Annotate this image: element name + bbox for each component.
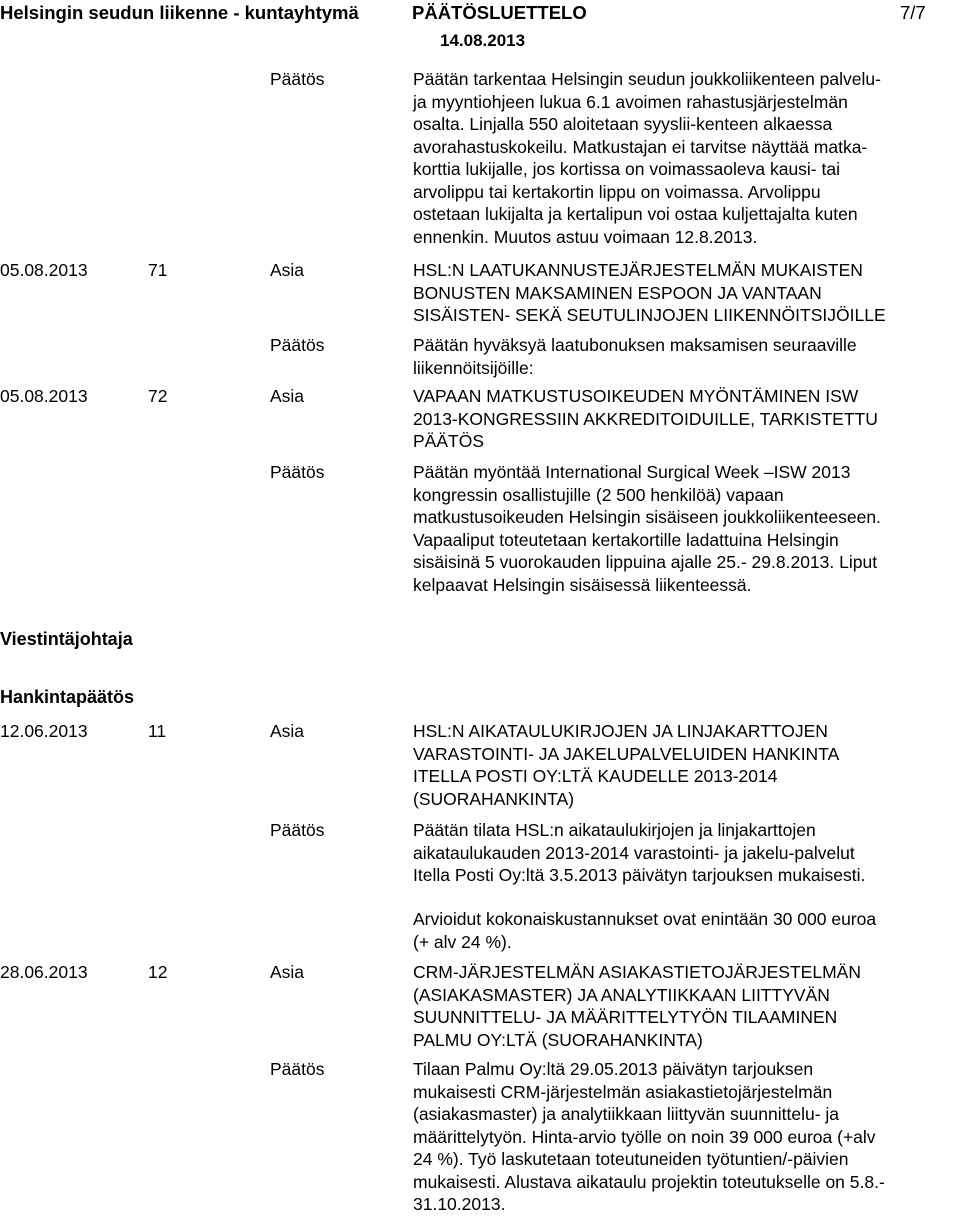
organization-name: Helsingin seudun liikenne - kuntayhtymä <box>0 2 359 23</box>
paatos-paragraph: Päätän tarkentaa Helsingin seudun joukkoliikenteen palvelu- ja myyntiohjeen lukua 6.1 avoimen rahastusjärjestelmän osalta. Linjalla 550 aloitetaan syyslii-kenteen alkaessa avorahastuskokeilu. Matkustajan ei tarvitse näyttää matka- korttia lukijalle, jos kortissa on voimassaoleva kausi- tai arvolippu tai kertakortin lippu on voimassa. Arvolippu ostetaan lukijalta ja kertalipun voi ostaa kuljettajalta kuten ennenkin. Muutos astuu voimaan 12.8.2013. <box>413 69 881 247</box>
section-heading-viestintajohtaja: Viestintäjohtaja <box>0 629 133 649</box>
paatos-paragraph: Päätän myöntää International Surgical Week –ISW 2013 kongressin osallistujille (2 500 henkilöä) vapaan matkustusoikeuden Helsingin sisäiseen joukkoliikenteeseen. Vapaaliput toteutetaan kertakortille ladattuina Helsingin sisäisinä 5 vuorokauden lippuina ajalle 25.- 29.8.2013. Liput kelpaavat Helsingin sisäisessä liikenteessä. <box>413 462 881 595</box>
asia-label: Asia <box>270 721 305 741</box>
document-date: 14.08.2013 <box>440 31 526 50</box>
asia-text <box>413 720 958 810</box>
paatos-text <box>413 68 958 248</box>
section-heading-hankintapaatos: Hankintapäätös <box>0 687 135 707</box>
asia-text <box>413 385 958 453</box>
asia-title: HSL:N LAATUKANNUSTEJÄRJESTELMÄN MUKAISTEN BONUSTEN MAKSAMINEN ESPOON JA VANTAAN SISÄISTEN- SEKÄ SEUTULINJOJEN LIIKENNÖITSIJÖILLE <box>413 260 886 325</box>
cost-note-text: Arvioidut kokonaiskustannukset ovat enintään 30 000 euroa (+ alv 24 %). <box>413 909 877 952</box>
entry-number: 72 <box>148 386 168 406</box>
cost-note <box>413 908 958 953</box>
asia-title: HSL:N AIKATAULUKIRJOJEN JA LINJAKARTTOJEN VARASTOINTI- JA JAKELUPALVELUIDEN HANKINTA ITELLA POSTI OY:LTÄ KAUDELLE 2013-2014 (SUORAHANKINTA) <box>413 721 840 809</box>
entry-date: 12.06.2013 <box>0 721 88 741</box>
paatos-paragraph: Päätän tilata HSL:n aikataulukirjojen ja linjakarttojen aikataulukauden 2013-2014 varastointi- ja jakelu-palvelut Itella Posti Oy:ltä 3.5.2013 päivätyn tarjouksen mukaisesti. <box>413 820 866 885</box>
entry-number: 71 <box>148 260 168 280</box>
paatos-paragraph: Päätän hyväksyä laatubonuksen maksamisen seuraaville liikennöitsijöille: <box>413 335 857 378</box>
entry-date: 05.08.2013 <box>0 386 88 406</box>
asia-title: VAPAAN MATKUSTUSOIKEUDEN MYÖNTÄMINEN ISW 2013-KONGRESSIIN AKKREDITOIDUILLE, TARKISTETTU PÄÄTÖS <box>413 386 878 451</box>
entry-number: 11 <box>148 721 167 741</box>
page-number: 7/7 <box>900 2 926 23</box>
entry-date: 28.06.2013 <box>0 962 88 982</box>
entry-number: 12 <box>148 962 168 982</box>
asia-title: CRM-JÄRJESTELMÄN ASIAKASTIETOJÄRJESTELMÄN (ASIAKASMASTER) JA ANALYTIIKKAAN LIITTYVÄN SUUNNITTELU- JA MÄÄRITTELYTYÖN TILAAMINEN PALMU OY:LTÄ (SUORAHANKINTA) <box>413 962 861 1050</box>
paatos-label: Päätös <box>270 1059 325 1079</box>
asia-label: Asia <box>270 386 305 406</box>
paatos-text <box>413 461 958 596</box>
paatos-label: Päätös <box>270 820 325 840</box>
document-title: PÄÄTÖSLUETTELO <box>412 2 587 23</box>
entry-date-text: 05.08.2013 <box>0 260 88 280</box>
asia-label: Asia <box>270 962 305 982</box>
paatos-text <box>413 819 958 887</box>
paatos-label: Päätös <box>270 335 325 355</box>
page-header <box>0 2 960 54</box>
paatos-label: Päätös <box>270 462 325 482</box>
paatos-label: Päätös <box>270 69 325 89</box>
asia-label: Asia <box>270 260 305 280</box>
paatos-text <box>413 334 958 379</box>
asia-text <box>413 961 958 1051</box>
entry-date <box>0 259 88 282</box>
paatos-paragraph: Tilaan Palmu Oy:ltä 29.05.2013 päivätyn tarjouksen mukaisesti CRM-järjestelmän asiakastietojärjestelmän (asiakasmaster) ja analytiikkaan liittyvän suunnittelu- ja määrittelytyön. Hinta-arvio työlle on noin 39 000 euroa (+alv 24 %). Työ laskutetaan toteutuneiden työtuntien/-päivien mukaisesti. Alustava aikataulu projektin toteutukselle on 5.8.- 31.10.2013. <box>413 1059 885 1214</box>
asia-text <box>413 259 958 327</box>
paatos-text <box>413 1058 958 1216</box>
